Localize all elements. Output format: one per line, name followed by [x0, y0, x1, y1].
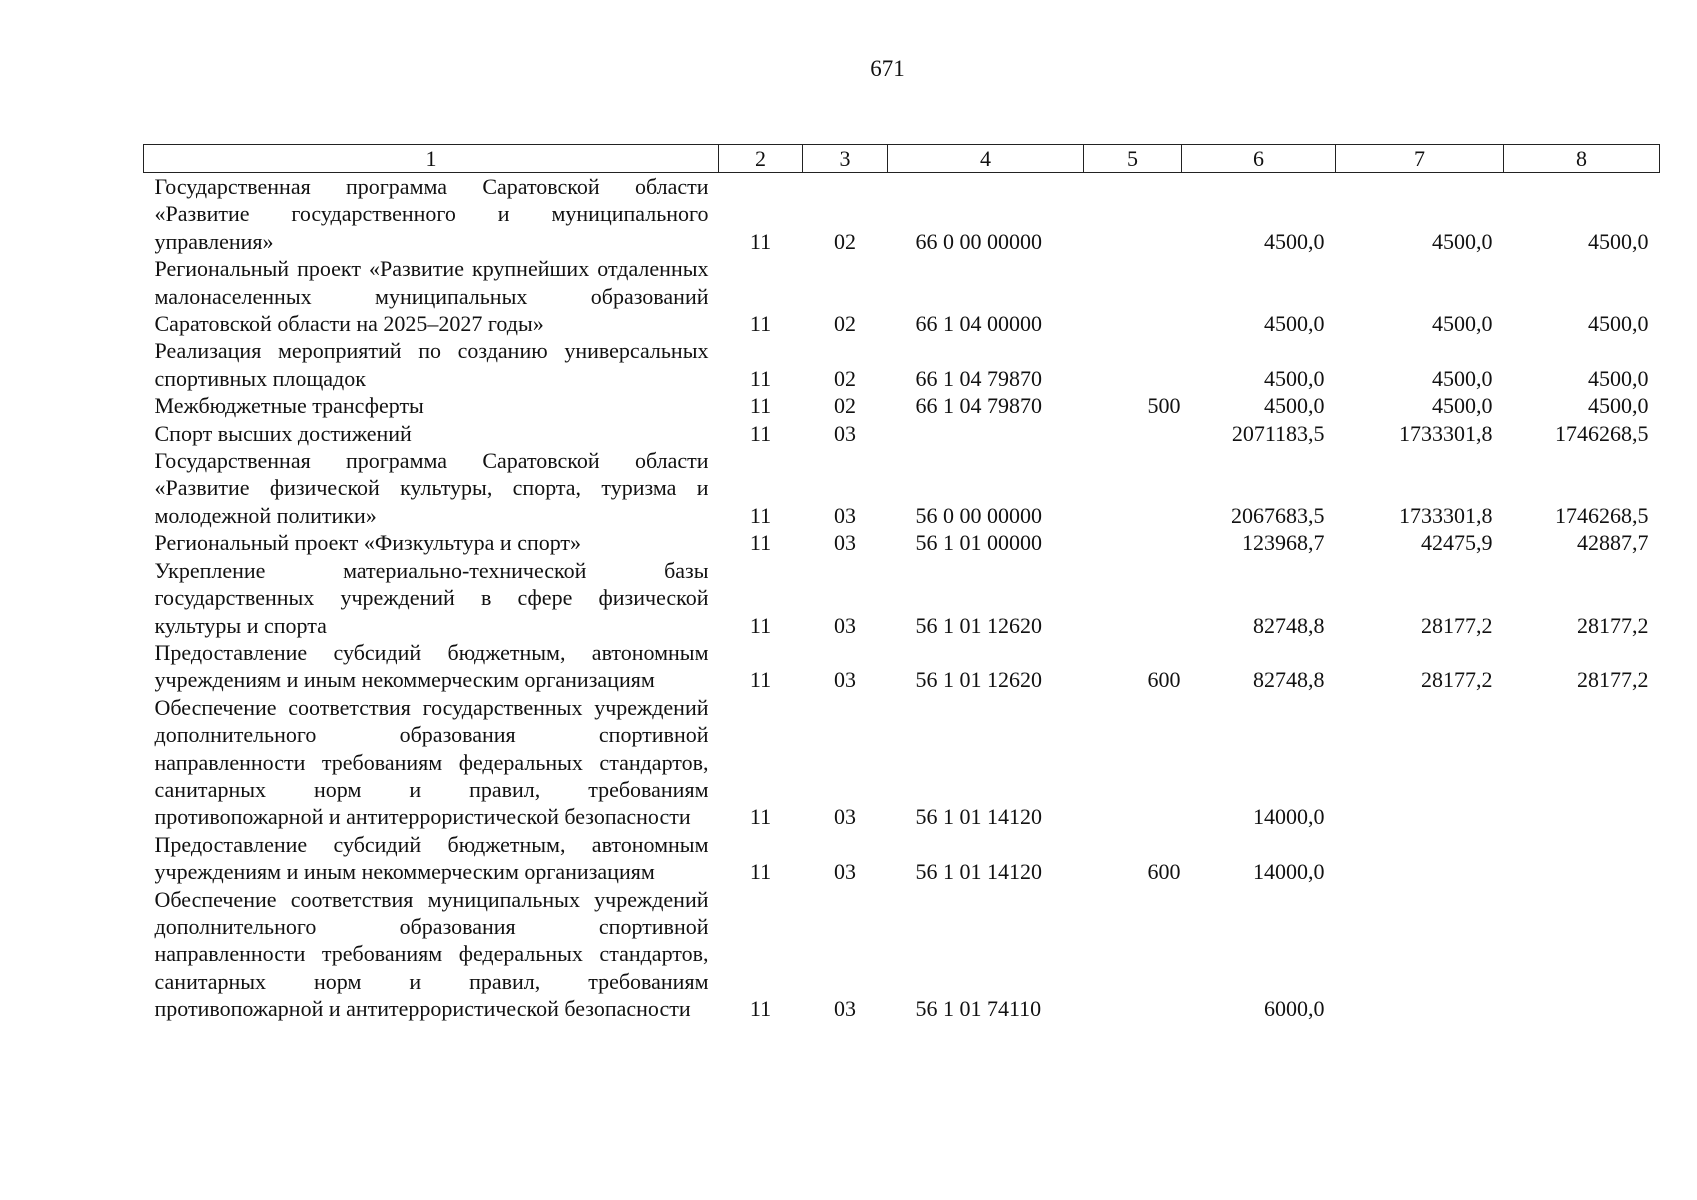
- expense-type-cell: [1084, 529, 1182, 556]
- column-header-8: 8: [1504, 145, 1660, 173]
- amount-col8-cell: 4500,0: [1588, 393, 1649, 419]
- column-header-4: 4: [888, 145, 1084, 173]
- target-article-cell: 66 0 00 00000: [915, 228, 1042, 254]
- amount-col6-cell: 6000,0: [1264, 996, 1325, 1022]
- row-name-cell: Укрепление материально-технической базы государственных учреждений в сфере физической культуры и спорта: [154, 557, 709, 638]
- header-row: [144, 145, 1660, 173]
- amount-col8-cell: 4500,0: [1588, 228, 1649, 254]
- section-cell: 11: [749, 420, 772, 446]
- amount-col8-cell: [1504, 886, 1660, 1023]
- amount-col8-cell: 28177,2: [1577, 612, 1649, 638]
- row-name-cell: Обеспечение соответствия государственных учреждений дополнительного образования спортивной направленности требованиям федеральных стандартов, санитарных норм и правил, требованиям противопожарной и антитеррористической безопасности: [154, 694, 709, 830]
- subsection-cell: 02: [834, 311, 856, 337]
- amount-col7-cell: 4500,0: [1432, 228, 1493, 254]
- target-article-cell: 66 1 04 79870: [915, 393, 1042, 419]
- row-name-cell: Государственная программа Саратовской области «Развитие государственного и муниципального управления»: [154, 174, 709, 254]
- subsection-cell: 03: [834, 804, 856, 830]
- section-cell: 11: [749, 859, 772, 885]
- target-article-cell: 56 0 00 00000: [915, 502, 1042, 528]
- row-name-cell: Региональный проект «Развитие крупнейших отдаленных малонаселенных муниципальных образований Саратовской области на 2025–2027 годы»: [154, 256, 709, 337]
- amount-col6-cell: 4500,0: [1264, 228, 1325, 254]
- table-row: [144, 557, 1660, 639]
- table-row: [144, 447, 1660, 529]
- section-cell: 11: [749, 393, 772, 419]
- target-article-cell: 56 1 01 12620: [915, 667, 1042, 693]
- section-cell: 11: [749, 804, 772, 830]
- column-header-2: 2: [719, 145, 803, 173]
- amount-col8-cell: [1504, 694, 1660, 831]
- expense-type-cell: [1084, 173, 1182, 256]
- table-row: [144, 639, 1660, 694]
- amount-col7-cell: 1733301,8: [1399, 420, 1493, 446]
- amount-col7-cell: 4500,0: [1432, 311, 1493, 337]
- row-name-cell: Межбюджетные трансферты: [154, 393, 424, 419]
- expense-type-cell: [1084, 886, 1182, 1023]
- table-row: [144, 420, 1660, 447]
- table-row: [144, 392, 1660, 419]
- page-number: 671: [870, 56, 905, 81]
- column-header-7: 7: [1336, 145, 1504, 173]
- target-article-cell: 56 1 01 12620: [915, 612, 1042, 638]
- amount-col6-cell: 2067683,5: [1231, 502, 1325, 528]
- amount-col6-cell: 123968,7: [1242, 530, 1325, 556]
- amount-col8-cell: 1746268,5: [1555, 420, 1649, 446]
- section-cell: 11: [749, 365, 772, 391]
- table-row: [144, 173, 1660, 256]
- amount-col8-cell: 42887,7: [1577, 530, 1649, 556]
- subsection-cell: 03: [834, 667, 856, 693]
- expense-type-cell: [1084, 255, 1182, 337]
- target-article-cell: 56 1 01 00000: [915, 530, 1042, 556]
- amount-col8-cell: 4500,0: [1588, 311, 1649, 337]
- row-name-cell: Региональный проект «Физкультура и спорт»: [154, 530, 582, 556]
- subsection-cell: 03: [834, 996, 856, 1022]
- amount-col6-cell: 4500,0: [1264, 365, 1325, 391]
- column-header-5: 5: [1084, 145, 1182, 173]
- table-header: [144, 145, 1660, 173]
- target-article-cell: 56 1 01 74110: [915, 996, 1042, 1022]
- section-cell: 11: [749, 311, 772, 337]
- row-name-cell: Реализация мероприятий по созданию универсальных спортивных площадок: [154, 338, 709, 391]
- subsection-cell: 03: [834, 420, 856, 446]
- column-header-6: 6: [1182, 145, 1336, 173]
- row-name-cell: Спорт высших достижений: [154, 420, 412, 446]
- target-article-cell: [888, 420, 1084, 447]
- target-article-cell: 56 1 01 14120: [915, 804, 1042, 830]
- section-cell: 11: [749, 228, 772, 254]
- section-cell: 11: [749, 502, 772, 528]
- amount-col8-cell: 4500,0: [1588, 365, 1649, 391]
- section-cell: 11: [749, 612, 772, 638]
- row-name-cell: Государственная программа Саратовской области «Развитие физической культуры, спорта, туризма и молодежной политики»: [154, 448, 709, 528]
- subsection-cell: 03: [834, 859, 856, 885]
- amount-col8-cell: [1504, 831, 1660, 886]
- table-row: [144, 886, 1660, 1023]
- expense-type-cell: [1084, 557, 1182, 639]
- target-article-cell: 56 1 01 14120: [915, 859, 1042, 885]
- subsection-cell: 03: [834, 612, 856, 638]
- target-article-cell: 66 1 04 00000: [915, 311, 1042, 337]
- expense-type-cell: 600: [1147, 667, 1181, 693]
- amount-col6-cell: 2071183,5: [1231, 420, 1325, 446]
- amount-col7-cell: 28177,2: [1421, 612, 1493, 638]
- table-row: [144, 337, 1660, 392]
- amount-col7-cell: [1336, 886, 1504, 1023]
- amount-col7-cell: 4500,0: [1432, 365, 1493, 391]
- amount-col7-cell: [1336, 831, 1504, 886]
- amount-col6-cell: 14000,0: [1253, 804, 1325, 830]
- expense-type-cell: 500: [1147, 393, 1181, 419]
- column-header-1: 1: [144, 145, 719, 173]
- subsection-cell: 02: [834, 228, 856, 254]
- amount-col6-cell: 4500,0: [1264, 393, 1325, 419]
- amount-col8-cell: 28177,2: [1577, 667, 1649, 693]
- row-name-cell: Обеспечение соответствия муниципальных учреждений дополнительного образования спортивной направленности требованиям федеральных стандартов, санитарных норм и правил, требованиям противопожарной и антитеррористической безопасности: [154, 886, 709, 1022]
- amount-col7-cell: 42475,9: [1421, 530, 1493, 556]
- table-body: [144, 173, 1660, 1023]
- amount-col7-cell: 4500,0: [1432, 393, 1493, 419]
- expense-type-cell: [1084, 694, 1182, 831]
- subsection-cell: 02: [834, 393, 856, 419]
- target-article-cell: 66 1 04 79870: [915, 365, 1042, 391]
- table-row: [144, 694, 1660, 831]
- section-cell: 11: [749, 667, 772, 693]
- expense-type-cell: 600: [1147, 859, 1181, 885]
- subsection-cell: 03: [834, 502, 856, 528]
- table-row: [144, 529, 1660, 556]
- amount-col7-cell: [1336, 694, 1504, 831]
- section-cell: 11: [749, 530, 772, 556]
- table-row: [144, 831, 1660, 886]
- amount-col6-cell: 82748,8: [1253, 612, 1325, 638]
- table-row: [144, 255, 1660, 337]
- subsection-cell: 02: [834, 365, 856, 391]
- expense-type-cell: [1084, 447, 1182, 529]
- row-name-cell: Предоставление субсидий бюджетным, автономным учреждениям и иным некоммерческим организациям: [154, 831, 709, 885]
- subsection-cell: 03: [834, 530, 856, 556]
- amount-col6-cell: 14000,0: [1253, 859, 1325, 885]
- expense-type-cell: [1084, 337, 1182, 392]
- expense-type-cell: [1084, 420, 1182, 447]
- row-name-cell: Предоставление субсидий бюджетным, автономным учреждениям и иным некоммерческим организациям: [154, 639, 709, 693]
- amount-col6-cell: 82748,8: [1253, 667, 1325, 693]
- amount-col6-cell: 4500,0: [1264, 311, 1325, 337]
- column-header-3: 3: [803, 145, 888, 173]
- amount-col7-cell: 28177,2: [1421, 667, 1493, 693]
- section-cell: 11: [749, 996, 772, 1022]
- amount-col8-cell: 1746268,5: [1555, 502, 1649, 528]
- amount-col7-cell: 1733301,8: [1399, 502, 1493, 528]
- budget-table: [143, 144, 1660, 1023]
